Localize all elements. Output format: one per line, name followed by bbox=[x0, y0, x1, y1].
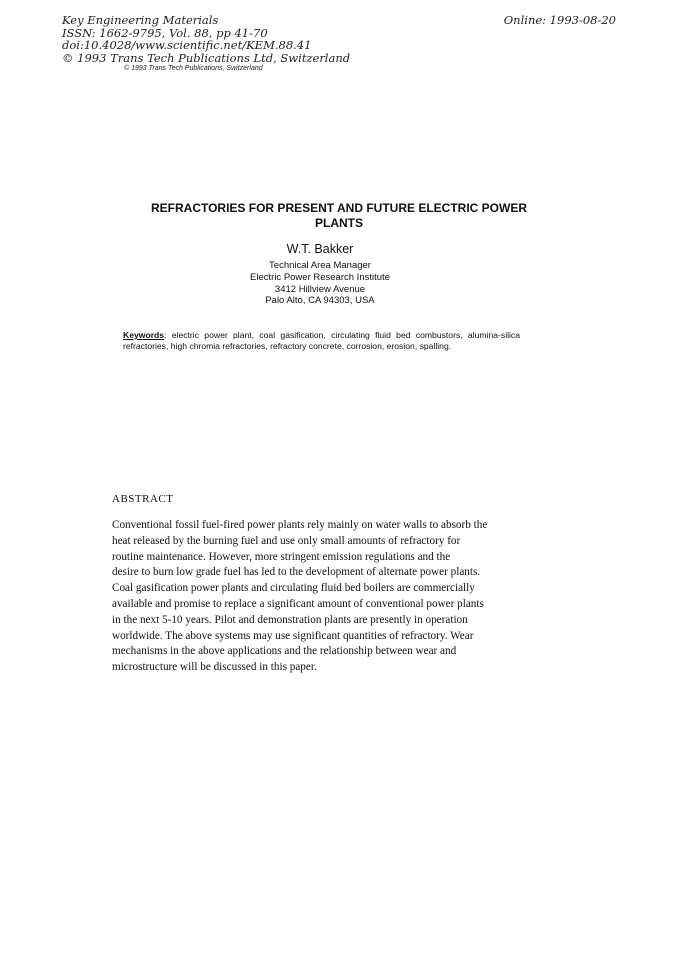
journal-header bbox=[62, 14, 350, 64]
abstract-line: desire to burn low grade fuel has led to the development of alternate power plants. bbox=[112, 566, 481, 579]
online-date: Online: 1993-08-20 bbox=[503, 13, 616, 27]
affiliation-line: Technical Area Manager bbox=[269, 260, 371, 271]
abstract-line: in the next 5-10 years. Pilot and demonstration plants are presently in operation bbox=[112, 613, 468, 626]
affiliation-line: Palo Alto, CA 94303, USA bbox=[265, 295, 375, 307]
paper-title bbox=[110, 201, 568, 231]
publisher-copyright: © 1993 Trans Tech Publications, Switzerland bbox=[124, 65, 263, 72]
abstract-line: microstructure will be discussed in this paper. bbox=[112, 661, 317, 674]
journal-copyright: © 1993 Trans Tech Publications Ltd, Switzerland bbox=[62, 50, 351, 65]
abstract-line: Conventional fossil fuel-fired power plants rely mainly on water walls to absorb the bbox=[112, 519, 488, 531]
affiliation-line: 3412 Hillview Avenue bbox=[274, 283, 366, 295]
keywords-label: Keywords bbox=[123, 330, 165, 340]
abstract-body bbox=[112, 518, 532, 676]
keywords-text: : electric power plant, coal gasification, circulating fluid bed combustors, alumina-silica refractories, high chromia refractories, refractory concrete, corrosion, erosion, spalling. bbox=[123, 330, 520, 351]
affiliation-line: Electric Power Research Institute bbox=[250, 271, 390, 283]
title-line-1: REFRACTORIES FOR PRESENT AND FUTURE ELECTRIC POWER bbox=[150, 201, 527, 215]
author-affiliation bbox=[0, 260, 640, 307]
abstract-heading: ABSTRACT bbox=[112, 493, 174, 505]
author-name: W.T. Bakker bbox=[286, 242, 354, 256]
journal-doi: doi:10.4028/www.scientific.net/KEM.88.41 bbox=[62, 38, 312, 52]
abstract-line: heat released by the burning fuel and use only small amounts of refractory for bbox=[112, 534, 461, 547]
journal-issn: ISSN: 1662-9795, Vol. 88, pp 41-70 bbox=[62, 25, 268, 40]
abstract-line: routine maintenance. However, more stringent emission regulations and the bbox=[112, 550, 451, 563]
journal-name: Key Engineering Materials bbox=[62, 13, 219, 27]
abstract-line: available and promise to replace a significant amount of conventional power plants bbox=[112, 597, 484, 610]
title-line-2: PLANTS bbox=[315, 216, 363, 230]
abstract-line: worldwide. The above systems may use significant quantities of refractory. Wear bbox=[112, 629, 474, 642]
abstract-line: Coal gasification power plants and circulating fluid bed boilers are commercially bbox=[112, 582, 475, 595]
keywords-block bbox=[123, 330, 520, 352]
abstract-line: mechanisms in the above applications and the relationship between wear and bbox=[112, 645, 457, 658]
